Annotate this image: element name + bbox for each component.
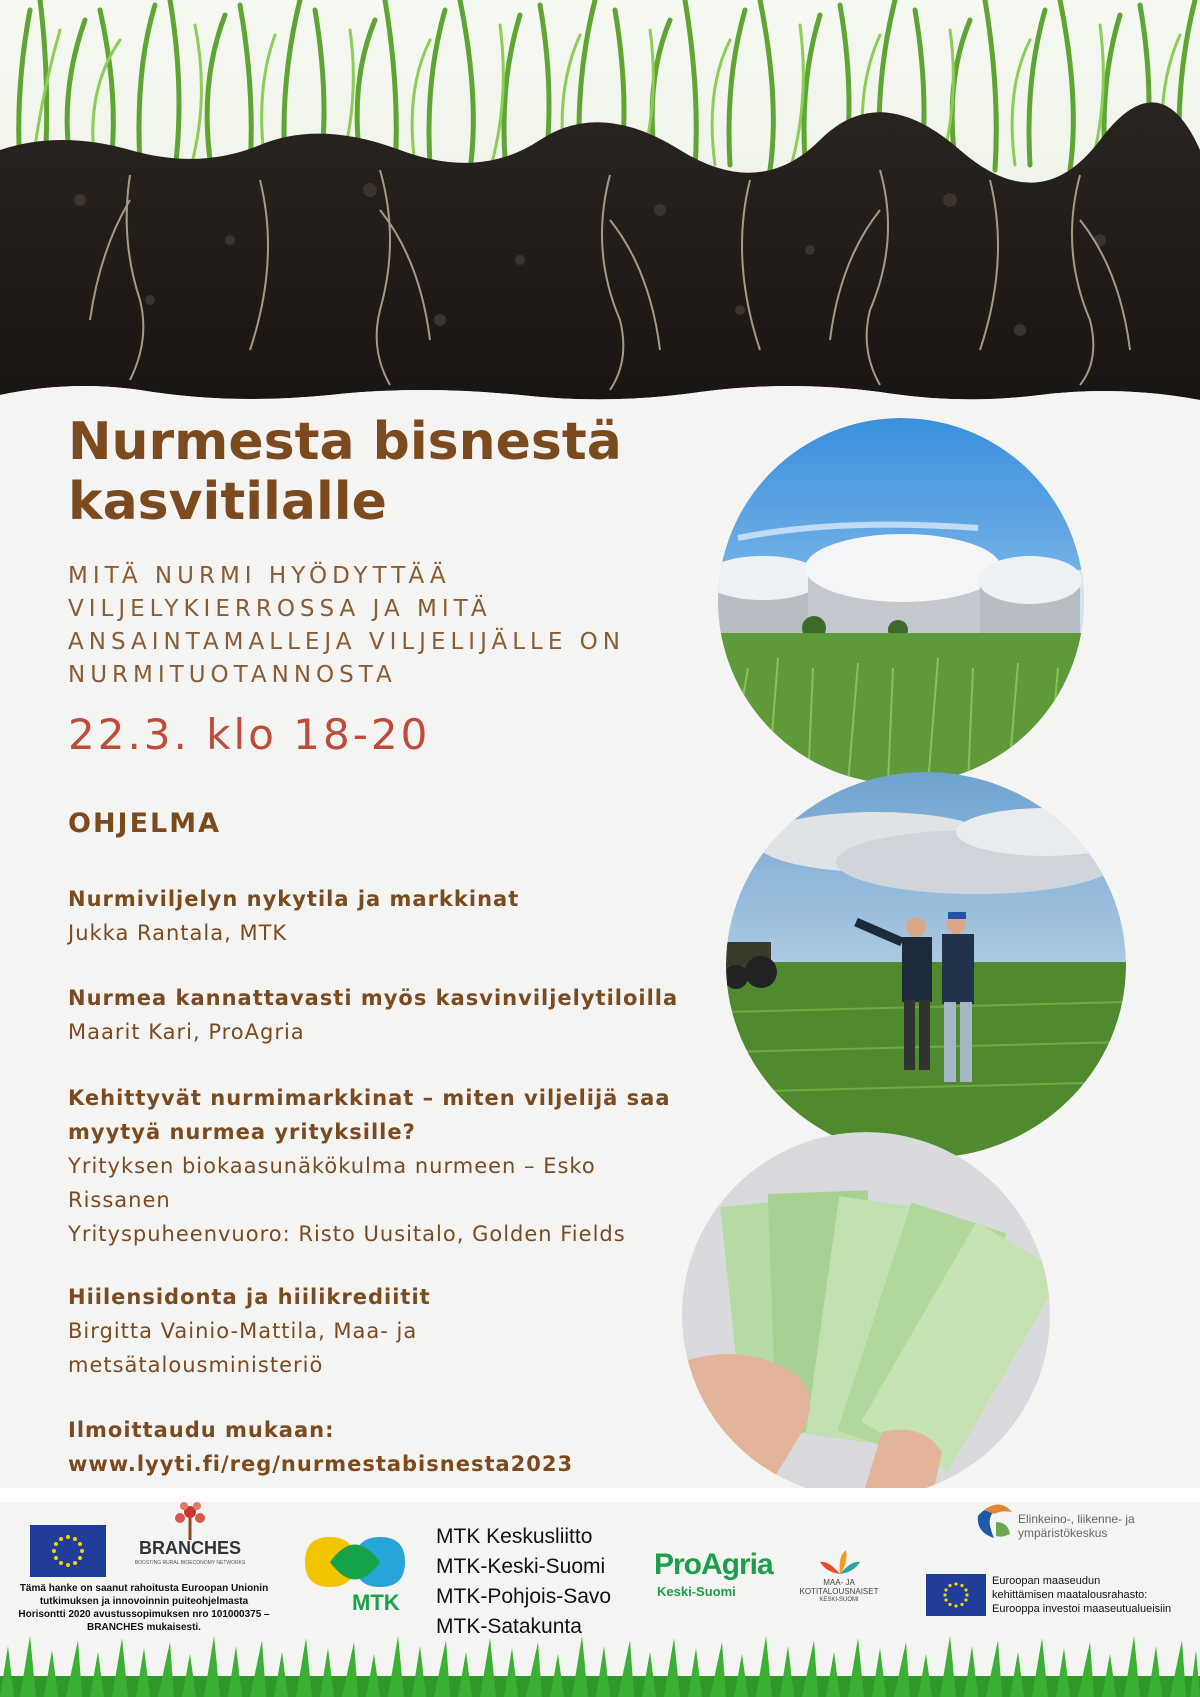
event-date: 22.3. klo 18-20 [68,710,431,759]
page-title [68,412,708,532]
farmers-in-field-photo [726,772,1126,1158]
bottom-grass-decoration [0,1636,1200,1697]
branches-tagline: BOOSTING RURAL BIOECONOMY NETWORKS [134,1560,246,1566]
program-item-speaker: Yrityspuheenvuoro: Risto Uusitalo, Golden Fields [68,1222,626,1246]
proagria-region: Keski-Suomi [657,1584,736,1599]
subtitle-line-4: NURMITUOTANNOSTA [68,662,397,688]
maa-ja-koti-line: KESKI-SUOMI [819,1597,859,1603]
title-line-2: kasvitilalle [68,472,387,532]
mtk-logo-icon [300,1532,410,1592]
program-item-speaker: Rissanen [68,1188,171,1212]
eu-flag-icon [30,1525,106,1577]
program-item-title: myytyä nurmea yrityksille? [68,1120,416,1144]
ely-line: Elinkeino-, liikenne- ja [1018,1512,1135,1526]
eafrd-line: Eurooppa investoi maaseutualueisiin [992,1603,1172,1615]
maa-ja-koti-line: MAA- JA [823,1578,855,1587]
branches-logo-text: BRANCHES [138,1538,241,1558]
eu-funding-note-line: Horisontti 2020 avustussopimuksen nro 101000375 – [18,1609,270,1620]
hero-soil-grass-image [0,0,1200,410]
program-item-speaker: Maarit Kari, ProAgria [68,1020,305,1044]
subtitle [68,560,708,692]
register-link[interactable]: www.lyyti.fi/reg/nurmestabisnesta2023 [68,1452,574,1476]
eafrd-text [992,1574,1171,1616]
ely-line: ympäristökeskus [1018,1526,1108,1540]
title-line-1: Nurmesta bisnestä [68,412,622,472]
program-heading: OHJELMA [68,808,222,839]
program-item [68,1081,698,1251]
maa-ja-koti-logo-text [792,1578,886,1605]
biogas-plant-photo [718,418,1084,784]
program-item-title: Hiilensidonta ja hiilikrediitit [68,1285,431,1309]
eu-flag-icon [926,1574,986,1616]
mtk-org-name: MTK Keskusliitto [436,1525,593,1548]
euro-banknotes-photo [682,1132,1050,1498]
program-item-speaker: Yrityksen biokaasunäkökulma nurmeen – Esko [68,1154,596,1178]
subtitle-line-3: ANSAINTAMALLEJA VILJELIJÄLLE ON [68,629,625,655]
program-item-title: Nurmiviljelyn nykytila ja markkinat [68,887,520,911]
program-item [68,981,698,1049]
mtk-org-name: MTK-Satakunta [436,1615,582,1638]
eu-funding-note-line: tutkimuksen ja innovoinnin puiteohjelmasta [39,1596,249,1607]
flower-logo-icon [818,1550,862,1576]
eafrd-line: Euroopan maaseudun [992,1575,1101,1587]
program-item [68,1280,698,1382]
program-item-title: Nurmea kannattavasti myös kasvinviljelytiloilla [68,986,679,1010]
program-item-title: Kehittyvät nurmimarkkinat – miten viljelijä saa [68,1086,671,1110]
branches-tree-icon [170,1500,210,1540]
program-item-speaker: Jukka Rantala, MTK [68,921,288,945]
mtk-logo-text: MTK [352,1590,400,1615]
program-item [68,882,698,950]
registration [68,1413,698,1481]
proagria-logo-text: ProAgria [654,1548,773,1581]
subtitle-line-2: VILJELYKIERROSSA JA MITÄ [68,596,492,622]
eu-funding-note-line: Tämä hanke on saanut rahoitusta Euroopan Unionin [19,1583,269,1594]
program-item-speaker: metsätalousministeriö [68,1353,324,1377]
register-label: Ilmoittaudu mukaan: [68,1418,335,1442]
eu-funding-note [10,1582,278,1634]
subtitle-line-1: MITÄ NURMI HYÖDYTTÄÄ [68,563,451,589]
eafrd-line: kehittämisen maatalousrahasto: [992,1589,1148,1601]
ely-logo-icon [974,1502,1014,1540]
program-item-speaker: Birgitta Vainio-Mattila, Maa- ja [68,1319,418,1343]
ely-logo-text [1018,1512,1135,1540]
eu-funding-note-line: BRANCHES mukaisesti. [87,1622,201,1633]
mtk-org-name: MTK-Keski-Suomi [436,1555,606,1578]
mtk-org-name: MTK-Pohjois-Savo [436,1585,612,1608]
maa-ja-koti-line: KOTITALOUSNAISET [799,1587,879,1596]
mtk-organizations [436,1522,611,1642]
